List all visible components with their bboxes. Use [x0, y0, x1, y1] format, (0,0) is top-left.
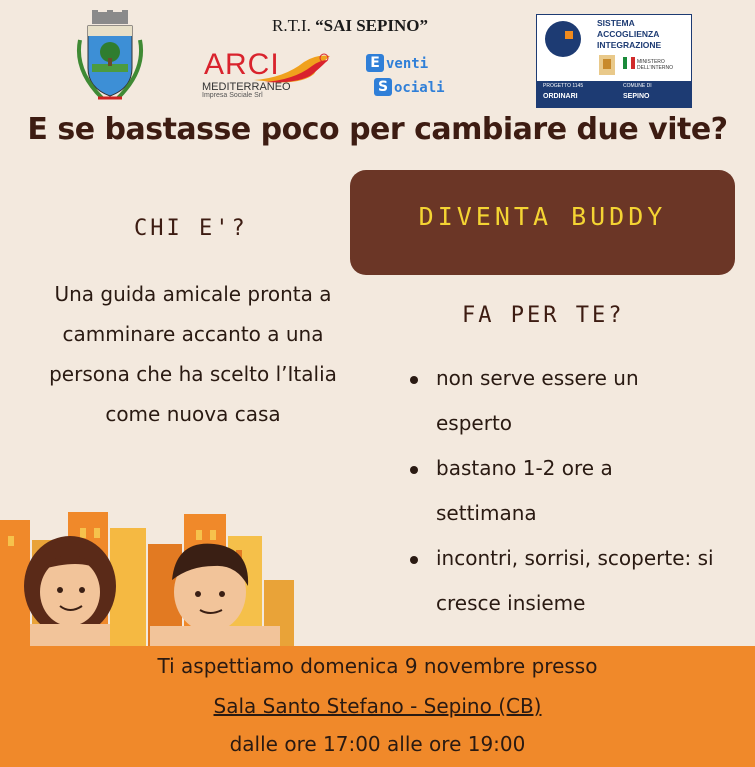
sai-ordinari: ORDINARI: [543, 93, 578, 100]
sai-logo: [536, 14, 692, 108]
bullet-icon: [410, 376, 418, 384]
rti-name: “SAI SEPINO”: [315, 16, 428, 35]
requirements-list: [408, 356, 748, 626]
sai-circle-icon: [545, 21, 581, 57]
sai-sepino: SEPINO: [623, 93, 650, 100]
footer-date-line: Ti aspettiamo domenica 9 novembre presso: [157, 654, 598, 678]
children-illustration: [0, 500, 300, 646]
description-line: camminare accanto a una: [62, 322, 324, 346]
bullet-icon: [410, 466, 418, 474]
chi-e-heading: CHI E'?: [134, 216, 248, 241]
italy-flag-icon: [623, 57, 635, 69]
eventi-word: venti: [386, 56, 429, 72]
town-crest-logo: [72, 10, 148, 104]
rti-prefix: R.T.I.: [271, 16, 311, 35]
list-item: bastano 1-2 ore a settimana: [408, 446, 748, 536]
list-item: non serve essere un esperto: [408, 356, 748, 446]
eventi-letter-s: S: [374, 78, 392, 96]
arci-subtitle: MEDITERRANEO: [202, 81, 291, 93]
sociali-word: ociali: [394, 80, 445, 96]
sai-title: SISTEMA ACCOGLIENZA INTEGRAZIONE: [597, 18, 662, 50]
bullet-icon: [410, 556, 418, 564]
diventa-buddy-text: DIVENTA BUDDY: [418, 202, 667, 231]
buddy-description: [28, 274, 358, 434]
arci-text: ARCI: [204, 48, 280, 81]
event-footer: [0, 646, 755, 767]
sai-ministero: MINISTERO DELL'INTERNO: [637, 59, 673, 71]
eventi-sociali-logo: [364, 52, 474, 104]
footer-time-line: dalle ore 17:00 alle ore 19:00: [229, 732, 526, 756]
rti-heading: [230, 16, 470, 36]
description-line: persona che ha scelto l’Italia: [49, 362, 337, 386]
page-title: E se bastasse poco per cambiare due vite?: [27, 112, 728, 147]
description-line: come nuova casa: [105, 402, 281, 426]
fa-per-te-heading: FA PER TE?: [462, 303, 625, 328]
sai-emblem-icon: [599, 55, 615, 75]
footer-venue-link[interactable]: Sala Santo Stefano - Sepino (CB): [213, 694, 542, 718]
sai-square-icon: [565, 31, 573, 39]
list-item: incontri, sorrisi, scoperte: si cresce insieme: [408, 536, 748, 626]
sai-project: PROGETTO 1145: [543, 83, 584, 89]
arci-subtitle-2: Impresa Sociale Srl: [202, 92, 263, 99]
description-line: Una guida amicale pronta a: [54, 282, 332, 306]
arci-logo: [202, 48, 332, 103]
sai-comune: COMUNE DI: [623, 83, 652, 89]
eventi-letter-e: E: [366, 54, 384, 72]
